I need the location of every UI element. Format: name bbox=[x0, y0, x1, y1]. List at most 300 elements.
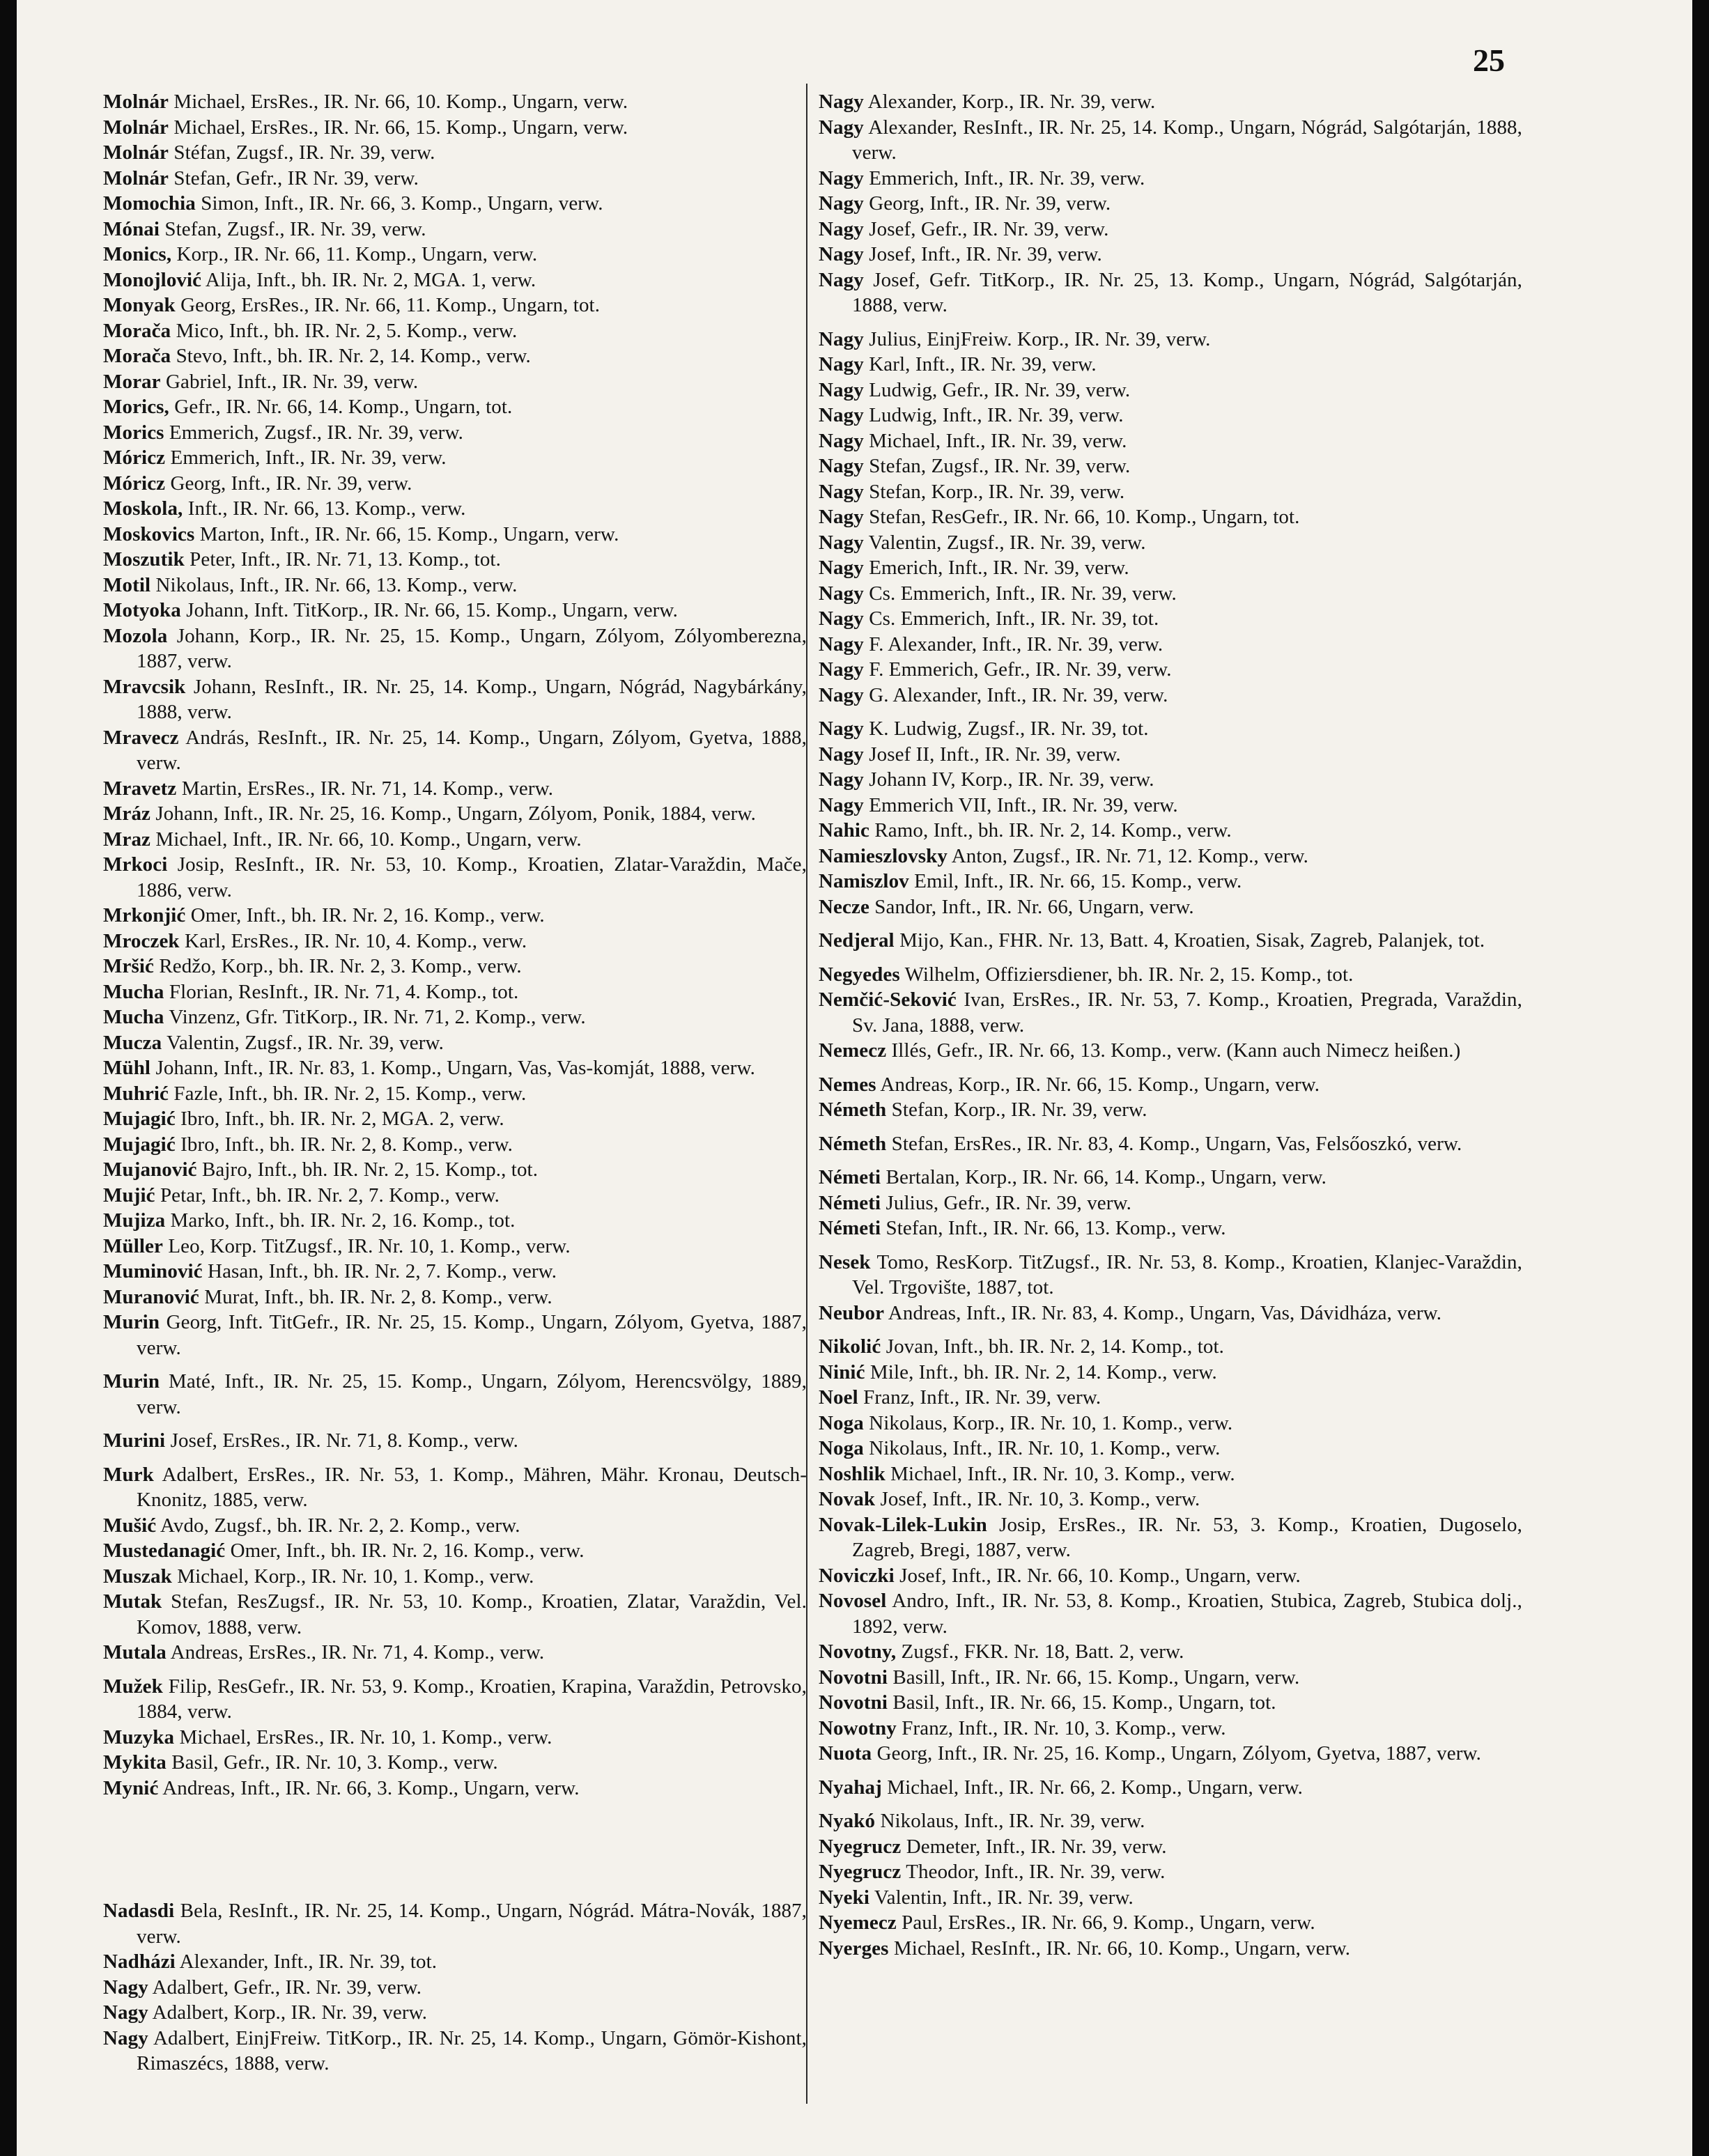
casualty-entry bbox=[103, 903, 807, 929]
entry-details: Stevo, Inft., bh. IR. Nr. 2, 14. Komp., verw. bbox=[176, 345, 531, 367]
entry-details: Tomo, ResKorp. TitZugsf., IR. Nr. 53, 8. Komp., Kroatien, Klanjec-Varaždin, Vel. Trgovište, 1887, tot. bbox=[852, 1250, 1522, 1298]
casualty-entry bbox=[819, 1487, 1522, 1512]
entry-details: Karl, Inft., IR. Nr. 39, verw. bbox=[869, 353, 1097, 375]
surname: Muminović bbox=[103, 1260, 203, 1282]
surname: Necze bbox=[819, 895, 869, 918]
surname: Nagy bbox=[819, 217, 864, 240]
surname: Mravetz bbox=[103, 777, 177, 800]
surname: Nagy bbox=[819, 506, 864, 528]
surname: Nagy bbox=[819, 768, 864, 791]
casualty-entry bbox=[103, 1538, 807, 1564]
surname: Noga bbox=[819, 1411, 864, 1434]
casualty-entry bbox=[103, 217, 807, 242]
surname: Mrkonjić bbox=[103, 904, 186, 926]
entry-details: Basill, Inft., IR. Nr. 66, 15. Komp., Ungarn, verw. bbox=[892, 1666, 1300, 1689]
casualty-entry bbox=[103, 1564, 807, 1590]
surname: Nagy bbox=[819, 91, 864, 113]
casualty-entry bbox=[819, 1191, 1522, 1216]
casualty-entry bbox=[819, 657, 1522, 683]
entry-details: Georg, Inft., IR. Nr. 39, verw. bbox=[869, 192, 1111, 215]
entry-details: Adalbert, EinjFreiw. TitKorp., IR. Nr. 25, 14. Komp., Ungarn, Gömör-Kishont, Rimaszécs, 1888, verw. bbox=[137, 2026, 807, 2074]
surname: Mujanović bbox=[103, 1158, 197, 1181]
entry-details: Josef II, Inft., IR. Nr. 39, verw. bbox=[869, 743, 1121, 766]
casualty-entry bbox=[103, 1589, 807, 1640]
surname: Mykita bbox=[103, 1751, 167, 1774]
casualty-entry bbox=[103, 267, 807, 293]
casualty-entry bbox=[103, 776, 807, 802]
entry-details: Andreas, Inft., IR. Nr. 66, 3. Komp., Ungarn, verw. bbox=[162, 1776, 580, 1799]
left-column bbox=[103, 89, 807, 2077]
surname: Mršić bbox=[103, 955, 154, 977]
surname: Moskola, bbox=[103, 497, 183, 520]
casualty-entry bbox=[103, 1157, 807, 1183]
surname: Murin bbox=[103, 1311, 160, 1333]
casualty-entry bbox=[103, 242, 807, 267]
entry-details: Gabriel, Inft., IR. Nr. 39, verw. bbox=[165, 370, 419, 393]
entry-details: Michael, ErsRes., IR. Nr. 66, 15. Komp., Ungarn, verw. bbox=[173, 116, 628, 139]
casualty-entry bbox=[103, 471, 807, 497]
casualty-entry bbox=[103, 115, 807, 141]
entry-details: Josef, Inft., IR. Nr. 39, verw. bbox=[869, 243, 1102, 265]
casualty-entry bbox=[103, 979, 807, 1005]
casualty-entry bbox=[819, 1936, 1522, 1962]
surname: Mustedanagić bbox=[103, 1540, 226, 1562]
surname: Morača bbox=[103, 345, 171, 367]
casualty-entry bbox=[819, 1716, 1522, 1742]
entry-details: Georg, Inft., IR. Nr. 39, verw. bbox=[170, 472, 412, 495]
surname: Nedjeral bbox=[819, 929, 895, 952]
entry-details: Michael, ResInft., IR. Nr. 66, 10. Komp., Ungarn, verw. bbox=[893, 1937, 1351, 1960]
entry-details: F. Emmerich, Gefr., IR. Nr. 39, verw. bbox=[869, 658, 1172, 681]
surname: Mráz bbox=[103, 802, 151, 825]
casualty-entry bbox=[103, 1208, 807, 1234]
casualty-entry bbox=[103, 191, 807, 217]
casualty-entry bbox=[819, 1385, 1522, 1411]
entry-details: Ibro, Inft., bh. IR. Nr. 2, 8. Komp., verw. bbox=[180, 1133, 513, 1156]
surname: Morics, bbox=[103, 396, 169, 418]
surname: Molnár bbox=[103, 116, 169, 139]
surname: Nuota bbox=[819, 1742, 872, 1765]
surname: Mrkoci bbox=[103, 853, 168, 876]
casualty-entry bbox=[819, 581, 1522, 607]
entry-details: Emmerich, Zugsf., IR. Nr. 39, verw. bbox=[169, 421, 463, 444]
entry-details: Josef, Gefr. TitKorp., IR. Nr. 25, 13. Komp., Ungarn, Nógrád, Salgótarján, 1888, verw. bbox=[852, 268, 1522, 316]
casualty-entry bbox=[819, 1038, 1522, 1064]
surname: Molnár bbox=[103, 91, 169, 113]
surname: Mutak bbox=[103, 1590, 162, 1613]
entry-details: Basil, Inft., IR. Nr. 66, 15. Komp., Ungarn, tot. bbox=[892, 1691, 1276, 1714]
surname: Ninić bbox=[819, 1360, 865, 1383]
surname: Nagy bbox=[819, 793, 864, 816]
casualty-entry bbox=[103, 1055, 807, 1081]
entry-details: Andreas, Inft., IR. Nr. 83, 4. Komp., Ungarn, Vas, Dávidháza, verw. bbox=[888, 1301, 1442, 1324]
entry-details: Murat, Inft., bh. IR. Nr. 2, 8. Komp., verw. bbox=[204, 1285, 552, 1308]
surname: Németi bbox=[819, 1217, 881, 1239]
casualty-entry bbox=[819, 928, 1522, 954]
casualty-entry bbox=[103, 369, 807, 395]
casualty-entry bbox=[819, 632, 1522, 658]
entry-details: Stefan, ResZugsf., IR. Nr. 53, 10. Komp., Kroatien, Zlatar, Varaždin, Vel. Komov, 1888, verw. bbox=[137, 1590, 807, 1638]
casualty-entry bbox=[819, 327, 1522, 352]
surname: Nagy bbox=[819, 718, 864, 740]
surname: Nagy bbox=[819, 243, 864, 265]
casualty-entry bbox=[819, 217, 1522, 242]
casualty-entry bbox=[103, 1462, 807, 1513]
entry-details: Cs. Emmerich, Inft., IR. Nr. 39, tot. bbox=[869, 607, 1159, 630]
surname: Monyak bbox=[103, 294, 176, 316]
surname: Nagy bbox=[103, 2001, 148, 2024]
entry-details: Leo, Korp. TitZugsf., IR. Nr. 10, 1. Komp., verw. bbox=[168, 1234, 571, 1257]
entry-details: Redžo, Korp., bh. IR. Nr. 2, 3. Komp., verw. bbox=[159, 955, 522, 977]
surname: Nagy bbox=[819, 607, 864, 630]
casualty-entry bbox=[819, 1885, 1522, 1911]
entry-details: Demeter, Inft., IR. Nr. 39, verw. bbox=[906, 1835, 1167, 1858]
surname: Nikolić bbox=[819, 1335, 881, 1358]
casualty-entry bbox=[819, 793, 1522, 819]
surname: Nemecz bbox=[819, 1039, 887, 1062]
casualty-entry bbox=[819, 166, 1522, 192]
entry-details: Stefan, Zugsf., IR. Nr. 39, verw. bbox=[869, 455, 1131, 477]
entry-details: Hasan, Inft., bh. IR. Nr. 2, 7. Komp., verw. bbox=[208, 1260, 557, 1282]
entry-details: Adalbert, ErsRes., IR. Nr. 53, 1. Komp., Mähren, Mähr. Kronau, Deutsch-Knonitz, 1885, verw. bbox=[137, 1463, 807, 1511]
surname: Mraz bbox=[103, 828, 151, 851]
surname: Mravecz bbox=[103, 726, 179, 749]
entry-details: Bajro, Inft., bh. IR. Nr. 2, 15. Komp., tot. bbox=[201, 1158, 539, 1181]
casualty-entry bbox=[819, 1808, 1522, 1834]
surname: Müller bbox=[103, 1234, 163, 1257]
casualty-entry bbox=[819, 1301, 1522, 1326]
entry-details: Basil, Gefr., IR. Nr. 10, 3. Komp., verw. bbox=[171, 1751, 498, 1774]
entry-details: Julius, EinjFreiw. Korp., IR. Nr. 39, verw. bbox=[869, 327, 1211, 350]
entry-details: Martin, ErsRes., IR. Nr. 71, 14. Komp., verw. bbox=[181, 777, 554, 800]
casualty-entry bbox=[103, 1428, 807, 1454]
surname: Nagy bbox=[819, 531, 864, 554]
surname: Novak-Lilek-Lukin bbox=[819, 1513, 987, 1536]
book-page bbox=[17, 0, 1692, 2156]
casualty-entry bbox=[103, 674, 807, 725]
surname: Móricz bbox=[103, 472, 166, 495]
casualty-entry bbox=[819, 1910, 1522, 1936]
surname: Nyakó bbox=[819, 1810, 876, 1832]
casualty-entry bbox=[103, 1106, 807, 1132]
casualty-entry bbox=[103, 1081, 807, 1107]
entry-details: Georg, Inft. TitGefr., IR. Nr. 25, 15. Komp., Ungarn, Zólyom, Gyetva, 1887, verw. bbox=[137, 1311, 807, 1359]
section-gap bbox=[103, 1801, 807, 1898]
casualty-entry bbox=[819, 1741, 1522, 1767]
surname: Mucza bbox=[103, 1031, 162, 1054]
entry-details: Johann IV, Korp., IR. Nr. 39, verw. bbox=[869, 768, 1154, 791]
surname: Nagy bbox=[819, 353, 864, 375]
casualty-entry bbox=[819, 555, 1522, 581]
surname: Muhrić bbox=[103, 1082, 169, 1105]
surname: Monojlović bbox=[103, 268, 202, 291]
surname: Nyegrucz bbox=[819, 1861, 902, 1883]
entry-details: Stefan, Korp., IR. Nr. 39, verw. bbox=[869, 480, 1125, 503]
entry-details: Stefan, ResGefr., IR. Nr. 66, 10. Komp., Ungarn, tot. bbox=[869, 506, 1300, 528]
casualty-entry bbox=[819, 1665, 1522, 1691]
surname: Nagy bbox=[819, 582, 864, 605]
surname: Mónai bbox=[103, 217, 160, 240]
surname: Novotni bbox=[819, 1666, 888, 1689]
surname: Nahic bbox=[819, 819, 869, 842]
surname: Mutala bbox=[103, 1641, 167, 1663]
entry-details: Simon, Inft., IR. Nr. 66, 3. Komp., Ungarn, verw. bbox=[201, 192, 603, 215]
surname: Monics, bbox=[103, 243, 172, 265]
casualty-entry bbox=[819, 378, 1522, 403]
entry-details: Karl, ErsRes., IR. Nr. 10, 4. Komp., verw. bbox=[185, 929, 527, 952]
entry-details: Andro, Inft., IR. Nr. 53, 8. Komp., Kroatien, Stubica, Zagreb, Stubica dolj., 1892, verw. bbox=[852, 1590, 1522, 1638]
casualty-entry bbox=[819, 606, 1522, 632]
surname: Nagy bbox=[819, 378, 864, 401]
entry-details: K. Ludwig, Zugsf., IR. Nr. 39, tot. bbox=[869, 718, 1149, 740]
surname: Nyeki bbox=[819, 1886, 869, 1909]
surname: Mujagić bbox=[103, 1133, 176, 1156]
surname: Nadházi bbox=[103, 1951, 176, 1973]
entry-details: Stefan, Inft., IR. Nr. 66, 13. Komp., verw. bbox=[886, 1217, 1226, 1239]
entry-details: Josef, Inft., IR. Nr. 10, 3. Komp., verw. bbox=[880, 1488, 1200, 1510]
casualty-entry bbox=[103, 1369, 807, 1420]
surname: Németh bbox=[819, 1099, 887, 1121]
surname: Nyemecz bbox=[819, 1911, 897, 1934]
surname: Motil bbox=[103, 573, 151, 596]
casualty-entry bbox=[103, 2026, 807, 2077]
entry-details: Johann, Inft., IR. Nr. 83, 1. Komp., Ungarn, Vas, Vas-komját, 1888, verw. bbox=[155, 1057, 756, 1079]
surname: Murin bbox=[103, 1370, 160, 1393]
surname: Nagy bbox=[819, 327, 864, 350]
casualty-entry bbox=[103, 1005, 807, 1030]
casualty-entry bbox=[819, 1165, 1522, 1191]
casualty-entry bbox=[103, 1132, 807, 1158]
surname: Novotni bbox=[819, 1691, 888, 1714]
entry-details: Vinzenz, Gfr. TitKorp., IR. Nr. 71, 2. Komp., verw. bbox=[169, 1006, 586, 1028]
entry-details: Franz, Inft., IR. Nr. 10, 3. Komp., verw. bbox=[902, 1716, 1226, 1739]
casualty-entry bbox=[103, 343, 807, 369]
entry-details: Andreas, Korp., IR. Nr. 66, 15. Komp., Ungarn, verw. bbox=[880, 1073, 1320, 1096]
casualty-entry bbox=[103, 573, 807, 598]
entry-details: Josef, ErsRes., IR. Nr. 71, 8. Komp., verw. bbox=[170, 1429, 518, 1452]
surname: Nagy bbox=[819, 658, 864, 681]
entry-details: Alexander, Inft., IR. Nr. 39, tot. bbox=[179, 1951, 438, 1973]
casualty-entry bbox=[103, 1640, 807, 1666]
casualty-entry bbox=[103, 1674, 807, 1725]
casualty-entry bbox=[103, 522, 807, 548]
casualty-entry bbox=[819, 1588, 1522, 1639]
entry-details: Zugsf., FKR. Nr. 18, Batt. 2, verw. bbox=[901, 1641, 1184, 1663]
casualty-entry bbox=[819, 767, 1522, 793]
casualty-entry bbox=[103, 725, 807, 776]
casualty-entry bbox=[819, 504, 1522, 530]
casualty-entry bbox=[819, 716, 1522, 742]
casualty-entry bbox=[103, 1183, 807, 1209]
casualty-entry bbox=[103, 2000, 807, 2026]
entry-details: Ludwig, Inft., IR. Nr. 39, verw. bbox=[869, 404, 1124, 426]
surname: Mucha bbox=[103, 980, 164, 1003]
surname: Mujagić bbox=[103, 1108, 176, 1130]
surname: Nyerges bbox=[819, 1937, 889, 1960]
entry-details: Valentin, Zugsf., IR. Nr. 39, verw. bbox=[868, 531, 1146, 554]
surname: Muszak bbox=[103, 1565, 172, 1588]
entry-details: Emil, Inft., IR. Nr. 66, 15. Komp., verw. bbox=[914, 870, 1242, 892]
casualty-entry bbox=[819, 115, 1522, 166]
right-column bbox=[819, 89, 1522, 1961]
casualty-entry bbox=[819, 1216, 1522, 1241]
surname: Morača bbox=[103, 319, 171, 342]
entry-details: Theodor, Inft., IR. Nr. 39, verw. bbox=[906, 1861, 1166, 1883]
surname: Moszutik bbox=[103, 548, 185, 571]
casualty-entry bbox=[819, 1690, 1522, 1716]
casualty-entry bbox=[819, 1334, 1522, 1360]
entry-details: Petar, Inft., bh. IR. Nr. 2, 7. Komp., verw. bbox=[160, 1184, 500, 1207]
entry-details: Omer, Inft., bh. IR. Nr. 2, 16. Komp., verw. bbox=[190, 904, 545, 926]
casualty-entry bbox=[103, 929, 807, 954]
entry-details: Cs. Emmerich, Inft., IR. Nr. 39, verw. bbox=[869, 582, 1177, 605]
casualty-entry bbox=[103, 827, 807, 853]
surname: Nagy bbox=[819, 480, 864, 503]
surname: Noel bbox=[819, 1386, 858, 1409]
surname: Mravcsik bbox=[103, 675, 186, 698]
surname: Mühl bbox=[103, 1057, 151, 1079]
entry-details: Johann, Inft. TitKorp., IR. Nr. 66, 15. Komp., Ungarn, verw. bbox=[186, 599, 678, 621]
casualty-entry bbox=[819, 844, 1522, 869]
surname: Noga bbox=[819, 1437, 864, 1459]
entry-details: Anton, Zugsf., IR. Nr. 71, 12. Komp., verw. bbox=[951, 844, 1309, 867]
casualty-entry bbox=[819, 962, 1522, 988]
casualty-entry bbox=[819, 818, 1522, 844]
surname: Nagy bbox=[819, 633, 864, 656]
casualty-entry bbox=[819, 453, 1522, 479]
casualty-entry bbox=[103, 89, 807, 115]
entry-details: Franz, Inft., IR. Nr. 39, verw. bbox=[863, 1386, 1101, 1409]
casualty-entry bbox=[103, 140, 807, 166]
surname: Nagy bbox=[819, 116, 864, 139]
surname: Noviczki bbox=[819, 1564, 895, 1587]
casualty-entry bbox=[103, 1975, 807, 2001]
entry-details: Nikolaus, Inft., IR. Nr. 39, verw. bbox=[880, 1810, 1145, 1832]
entry-details: Adalbert, Korp., IR. Nr. 39, verw. bbox=[152, 2001, 428, 2024]
casualty-entry bbox=[819, 1563, 1522, 1589]
surname: Momochia bbox=[103, 192, 196, 215]
casualty-entry bbox=[819, 1512, 1522, 1563]
entry-details: Gefr., IR. Nr. 66, 14. Komp., Ungarn, tot. bbox=[174, 396, 513, 418]
surname: Mynić bbox=[103, 1776, 159, 1799]
casualty-entry bbox=[103, 496, 807, 522]
surname: Nagy bbox=[819, 429, 864, 452]
entry-details: Korp., IR. Nr. 66, 11. Komp., Ungarn, verw. bbox=[176, 243, 538, 265]
surname: Namieszlovsky bbox=[819, 844, 948, 867]
casualty-entry bbox=[103, 166, 807, 192]
casualty-entry bbox=[819, 267, 1522, 318]
casualty-entry bbox=[819, 894, 1522, 920]
entry-details: Michael, ErsRes., IR. Nr. 10, 1. Komp., verw. bbox=[179, 1725, 552, 1748]
casualty-entry bbox=[103, 1234, 807, 1259]
casualty-entry bbox=[103, 1513, 807, 1539]
casualty-entry bbox=[103, 318, 807, 344]
entry-details: Johann, Korp., IR. Nr. 25, 15. Komp., Ungarn, Zólyom, Zólyomberezna, 1887, verw. bbox=[137, 624, 807, 672]
casualty-entry bbox=[819, 428, 1522, 454]
casualty-entry bbox=[819, 479, 1522, 505]
entry-details: Bertalan, Korp., IR. Nr. 66, 14. Komp., Ungarn, verw. bbox=[886, 1166, 1327, 1188]
surname: Murk bbox=[103, 1463, 154, 1486]
surname: Nemčić-Seković bbox=[819, 988, 957, 1011]
casualty-entry bbox=[819, 869, 1522, 894]
surname: Mozola bbox=[103, 624, 168, 647]
entry-details: Michael, Inft., IR. Nr. 66, 2. Komp., Ungarn, verw. bbox=[887, 1776, 1303, 1799]
surname: Novosel bbox=[819, 1590, 887, 1612]
entry-details: Stefan, Zugsf., IR. Nr. 39, verw. bbox=[164, 217, 426, 240]
entry-details: Michael, Korp., IR. Nr. 10, 1. Komp., verw. bbox=[177, 1565, 534, 1588]
surname: Nagy bbox=[819, 743, 864, 766]
entry-details: Mijo, Kan., FHR. Nr. 13, Batt. 4, Kroatien, Sisak, Zagreb, Palanjek, tot. bbox=[899, 929, 1485, 952]
page-number: 25 bbox=[1473, 42, 1505, 78]
surname: Nyegrucz bbox=[819, 1835, 902, 1858]
surname: Mušić bbox=[103, 1514, 157, 1537]
entry-details: Alexander, Korp., IR. Nr. 39, verw. bbox=[867, 91, 1156, 113]
casualty-entry bbox=[103, 598, 807, 623]
entry-details: Mico, Inft., bh. IR. Nr. 2, 5. Komp., verw. bbox=[176, 319, 518, 342]
entry-details: Peter, Inft., IR. Nr. 71, 13. Komp., tot. bbox=[190, 548, 501, 571]
surname: Novak bbox=[819, 1488, 876, 1510]
casualty-entry bbox=[819, 89, 1522, 115]
surname: Muranović bbox=[103, 1285, 199, 1308]
surname: Nagy bbox=[819, 404, 864, 426]
entry-details: András, ResInft., IR. Nr. 25, 14. Komp., Ungarn, Zólyom, Gyetva, 1888, verw. bbox=[137, 726, 807, 774]
casualty-entry bbox=[103, 1898, 807, 1949]
entry-details: Valentin, Zugsf., IR. Nr. 39, verw. bbox=[167, 1031, 444, 1054]
entry-details: Inft., IR. Nr. 66, 13. Komp., verw. bbox=[187, 497, 466, 520]
entry-details: Illés, Gefr., IR. Nr. 66, 13. Komp., verw. (Kann auch Nimecz heißen.) bbox=[891, 1039, 1461, 1062]
surname: Nagy bbox=[819, 455, 864, 477]
entry-details: F. Alexander, Inft., IR. Nr. 39, verw. bbox=[869, 633, 1163, 656]
casualty-entry bbox=[819, 1639, 1522, 1665]
entry-details: Emmerich, Inft., IR. Nr. 39, verw. bbox=[170, 447, 447, 469]
entry-details: Josip, ResInft., IR. Nr. 53, 10. Komp., Kroatien, Zlatar-Varaždin, Mače, 1886, verw. bbox=[137, 853, 807, 901]
casualty-entry bbox=[103, 547, 807, 573]
entry-details: Jovan, Inft., bh. IR. Nr. 2, 14. Komp., tot. bbox=[886, 1335, 1224, 1358]
surname: Motyoka bbox=[103, 599, 181, 621]
casualty-entry bbox=[819, 530, 1522, 556]
casualty-entry bbox=[819, 1411, 1522, 1436]
casualty-entry bbox=[819, 1775, 1522, 1801]
surname: Németi bbox=[819, 1166, 881, 1188]
casualty-entry bbox=[819, 1131, 1522, 1157]
entry-details: Josef, Gefr., IR. Nr. 39, verw. bbox=[869, 217, 1109, 240]
surname: Móricz bbox=[103, 447, 166, 469]
casualty-entry bbox=[103, 394, 807, 420]
surname: Nadasdi bbox=[103, 1900, 175, 1922]
entry-details: Nikolaus, Inft., IR. Nr. 66, 13. Komp., verw. bbox=[155, 573, 518, 596]
entry-details: Marton, Inft., IR. Nr. 66, 15. Komp., Ungarn, verw. bbox=[199, 522, 619, 545]
entry-details: Alija, Inft., bh. IR. Nr. 2, MGA. 1, verw. bbox=[205, 268, 536, 291]
surname: Nagy bbox=[103, 2026, 148, 2049]
casualty-entry bbox=[819, 1250, 1522, 1301]
entry-details: Michael, ErsRes., IR. Nr. 66, 10. Komp., Ungarn, verw. bbox=[173, 91, 628, 113]
entry-details: Nikolaus, Korp., IR. Nr. 10, 1. Komp., verw. bbox=[869, 1411, 1233, 1434]
casualty-entry bbox=[819, 403, 1522, 428]
entry-details: Omer, Inft., bh. IR. Nr. 2, 16. Komp., verw. bbox=[230, 1540, 585, 1562]
casualty-entry bbox=[819, 1436, 1522, 1461]
entry-details: Michael, Inft., IR. Nr. 66, 10. Komp., Ungarn, verw. bbox=[155, 828, 582, 851]
surname: Morics bbox=[103, 421, 164, 444]
casualty-entry bbox=[103, 623, 807, 674]
entry-details: G. Alexander, Inft., IR. Nr. 39, verw. bbox=[869, 683, 1168, 706]
surname: Noshlik bbox=[819, 1462, 886, 1485]
casualty-entry bbox=[103, 1030, 807, 1056]
casualty-entry bbox=[103, 1750, 807, 1776]
casualty-entry bbox=[819, 1072, 1522, 1098]
entry-details: Paul, ErsRes., IR. Nr. 66, 9. Komp., Ungarn, verw. bbox=[902, 1911, 1315, 1934]
entry-details: Andreas, ErsRes., IR. Nr. 71, 4. Komp., verw. bbox=[170, 1641, 545, 1663]
casualty-entry bbox=[103, 852, 807, 903]
